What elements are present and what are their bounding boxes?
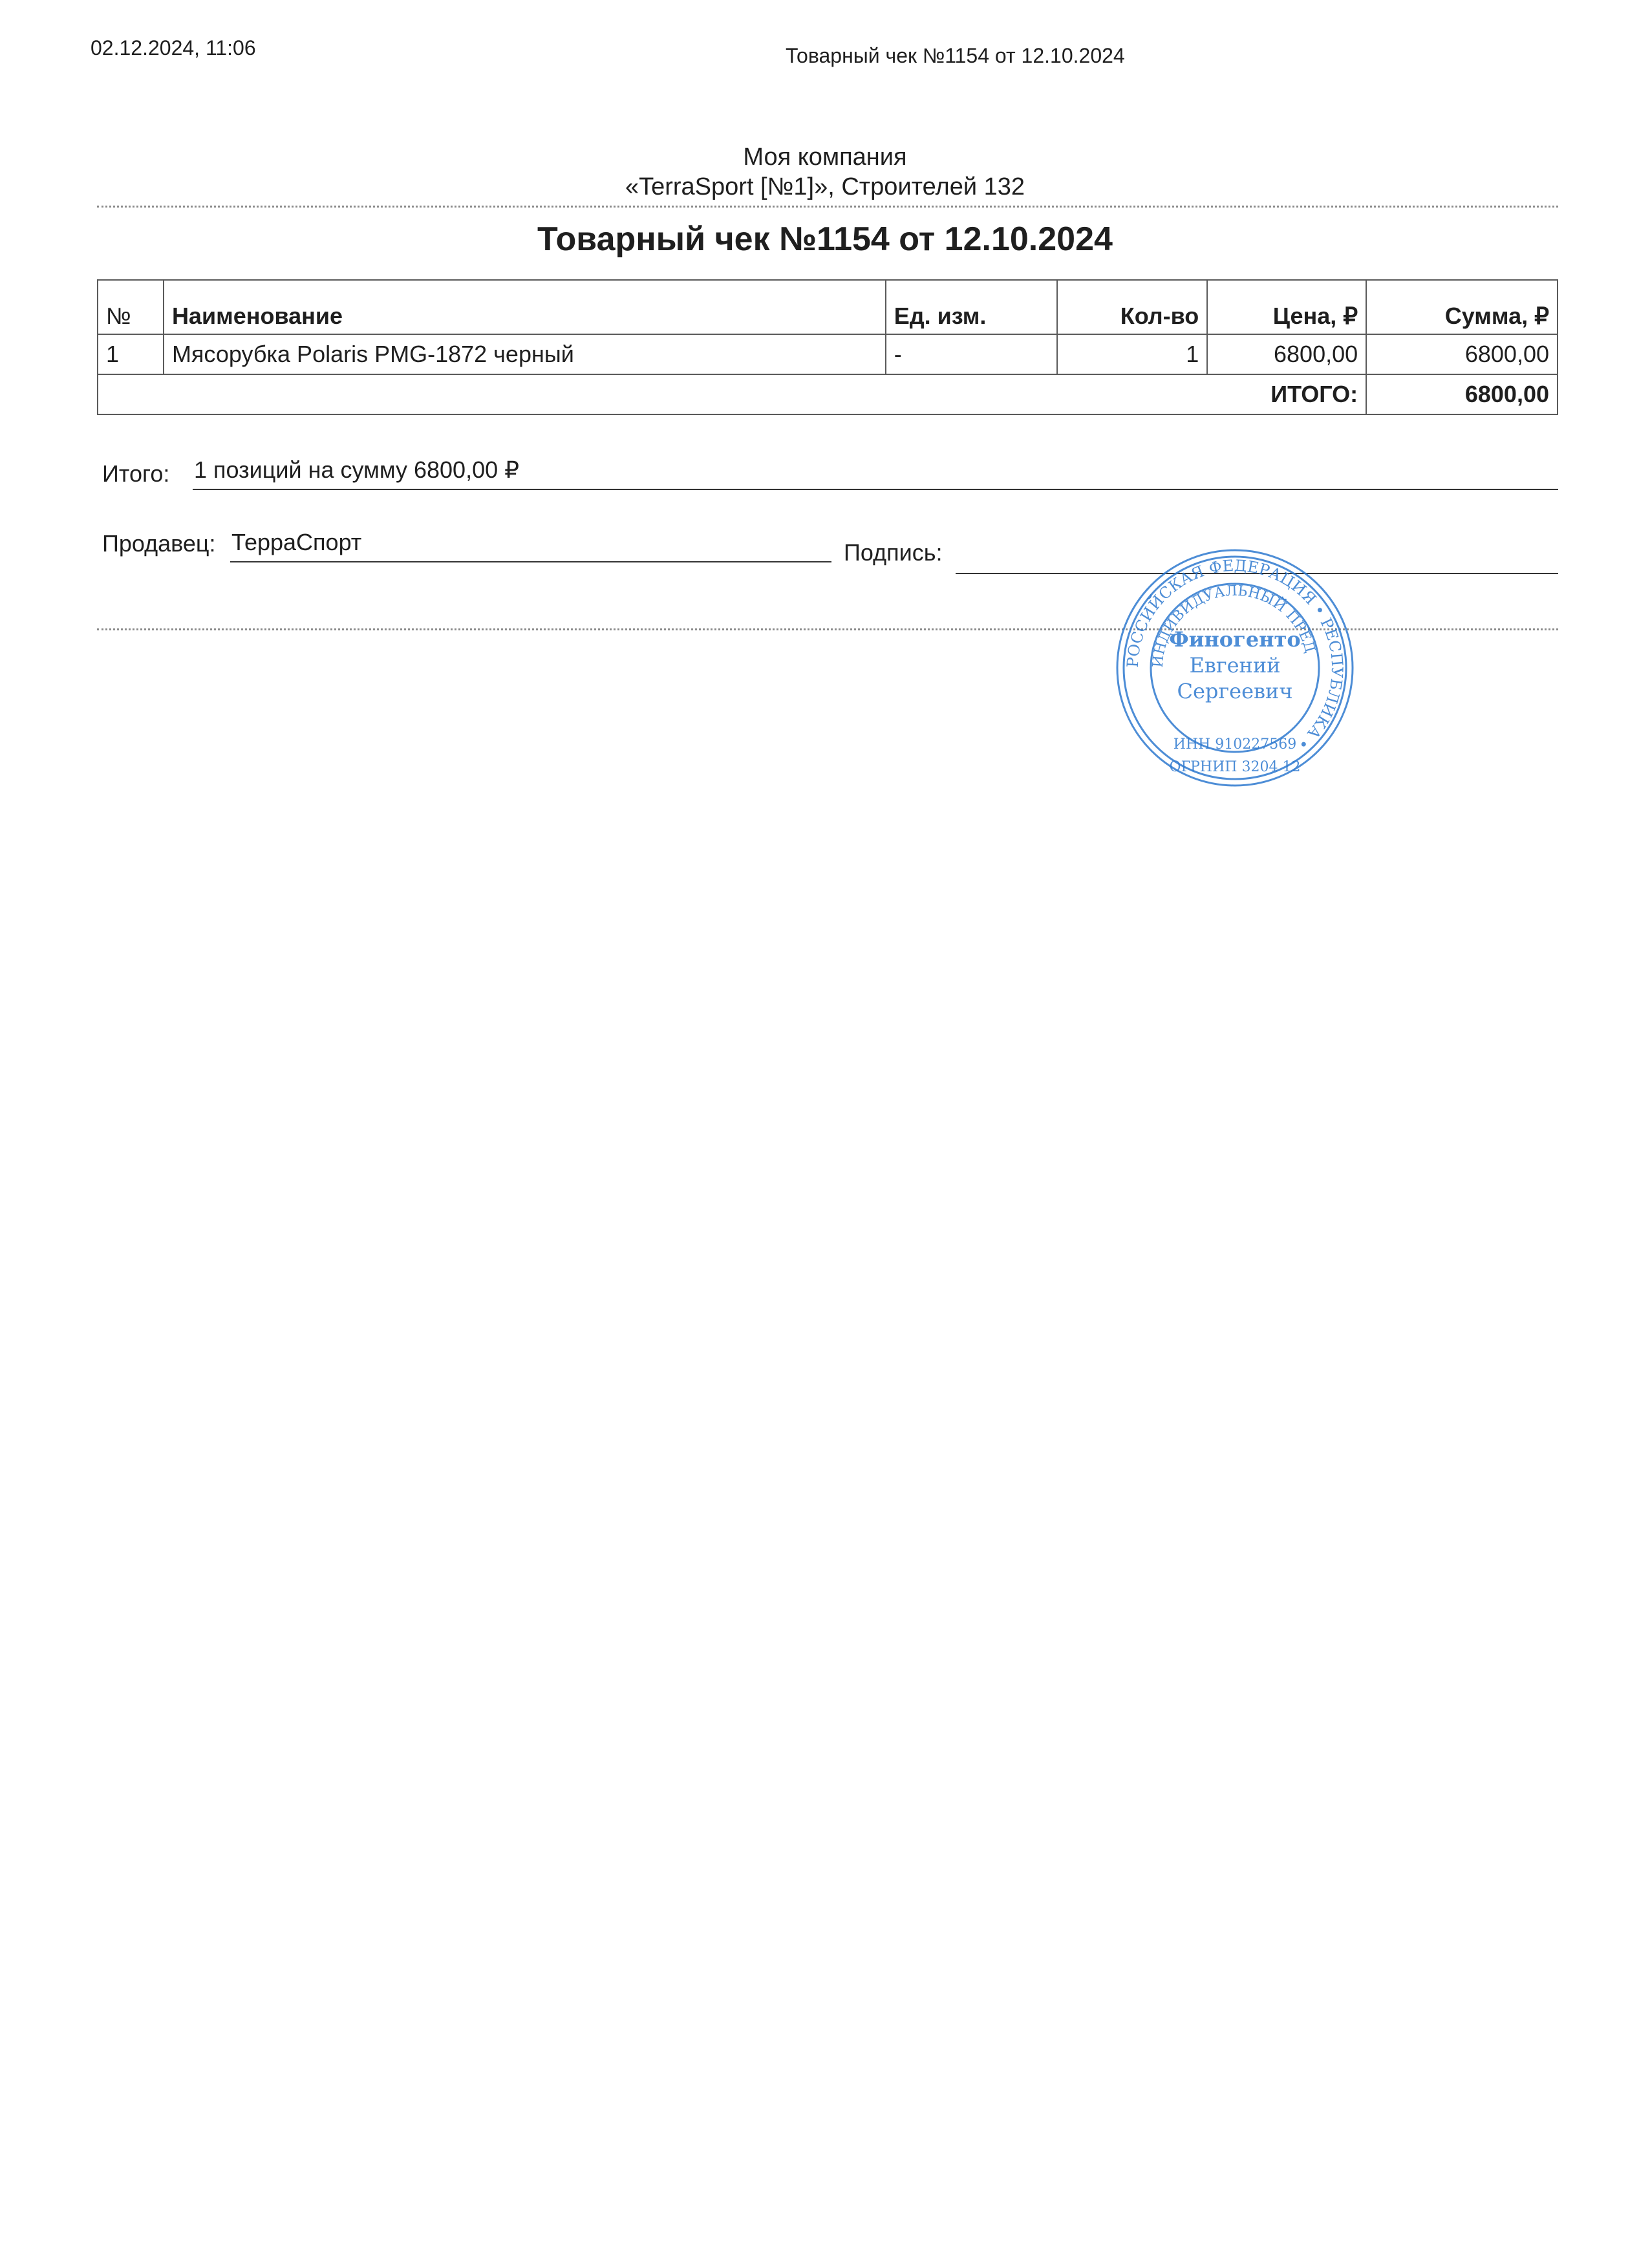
items-table [97,279,1558,415]
summary-label: Итого: [102,460,170,487]
table-total-row [98,374,1558,414]
cell-name: Мясорубка Polaris PMG-1872 черный [164,334,886,374]
company-address: «TerraSport [№1]», Строителей 132 [625,173,1025,200]
summary-value: 1 позиций на сумму 6800,00 ₽ [194,456,520,483]
seller-label: Продавец: [102,530,216,557]
column-header-price: Цена, ₽ [1207,280,1366,334]
total-value: 6800,00 [1366,374,1558,414]
print-header-title: Товарный чек №1154 от 12.10.2024 [786,44,1125,67]
stamp-inn: ИНН 910227569 [1173,736,1297,753]
cell-number: 1 [98,334,164,374]
divider [97,206,1558,208]
stamp-name-line-1: Финогенто [1169,627,1301,652]
company-name: Моя компания [743,144,907,171]
column-header-number: № [98,280,164,334]
cell-sum: 6800,00 [1366,334,1558,374]
column-header-quantity: Кол-во [1057,280,1207,334]
table-header-row [98,280,1558,334]
seller-value: ТерраСпорт [231,529,362,555]
stamp-seal [1099,509,1371,826]
stamp-outer-ring-text: РОССИЙСКАЯ ФЕДЕРАЦИЯ • РЕСПУБЛИКА • [1123,556,1347,754]
stamp-inner-ring-text: ИНДИВИДУАЛЬНЫЙ ПРЕД [1150,583,1318,669]
signature-label: Подпись: [844,539,943,566]
cell-price: 6800,00 [1207,334,1366,374]
total-label: ИТОГО: [98,374,1366,414]
summary-underline [193,489,1558,490]
seller-underline [230,561,831,562]
column-header-name: Наименование [164,280,886,334]
stamp-ogrnip: ОГРНИП 3204 12 [1169,759,1301,775]
stamp-name-line-2: Евгений [1189,653,1281,678]
column-header-sum: Сумма, ₽ [1366,280,1558,334]
table-row [98,334,1558,374]
print-datetime: 02.12.2024, 11:06 [91,36,256,59]
cell-unit: - [886,334,1058,374]
column-header-unit: Ед. изм. [886,280,1058,334]
cell-quantity: 1 [1057,334,1207,374]
document-title: Товарный чек №1154 от 12.10.2024 [537,220,1113,258]
stamp-name-line-3: Сергеевич [1177,679,1293,703]
